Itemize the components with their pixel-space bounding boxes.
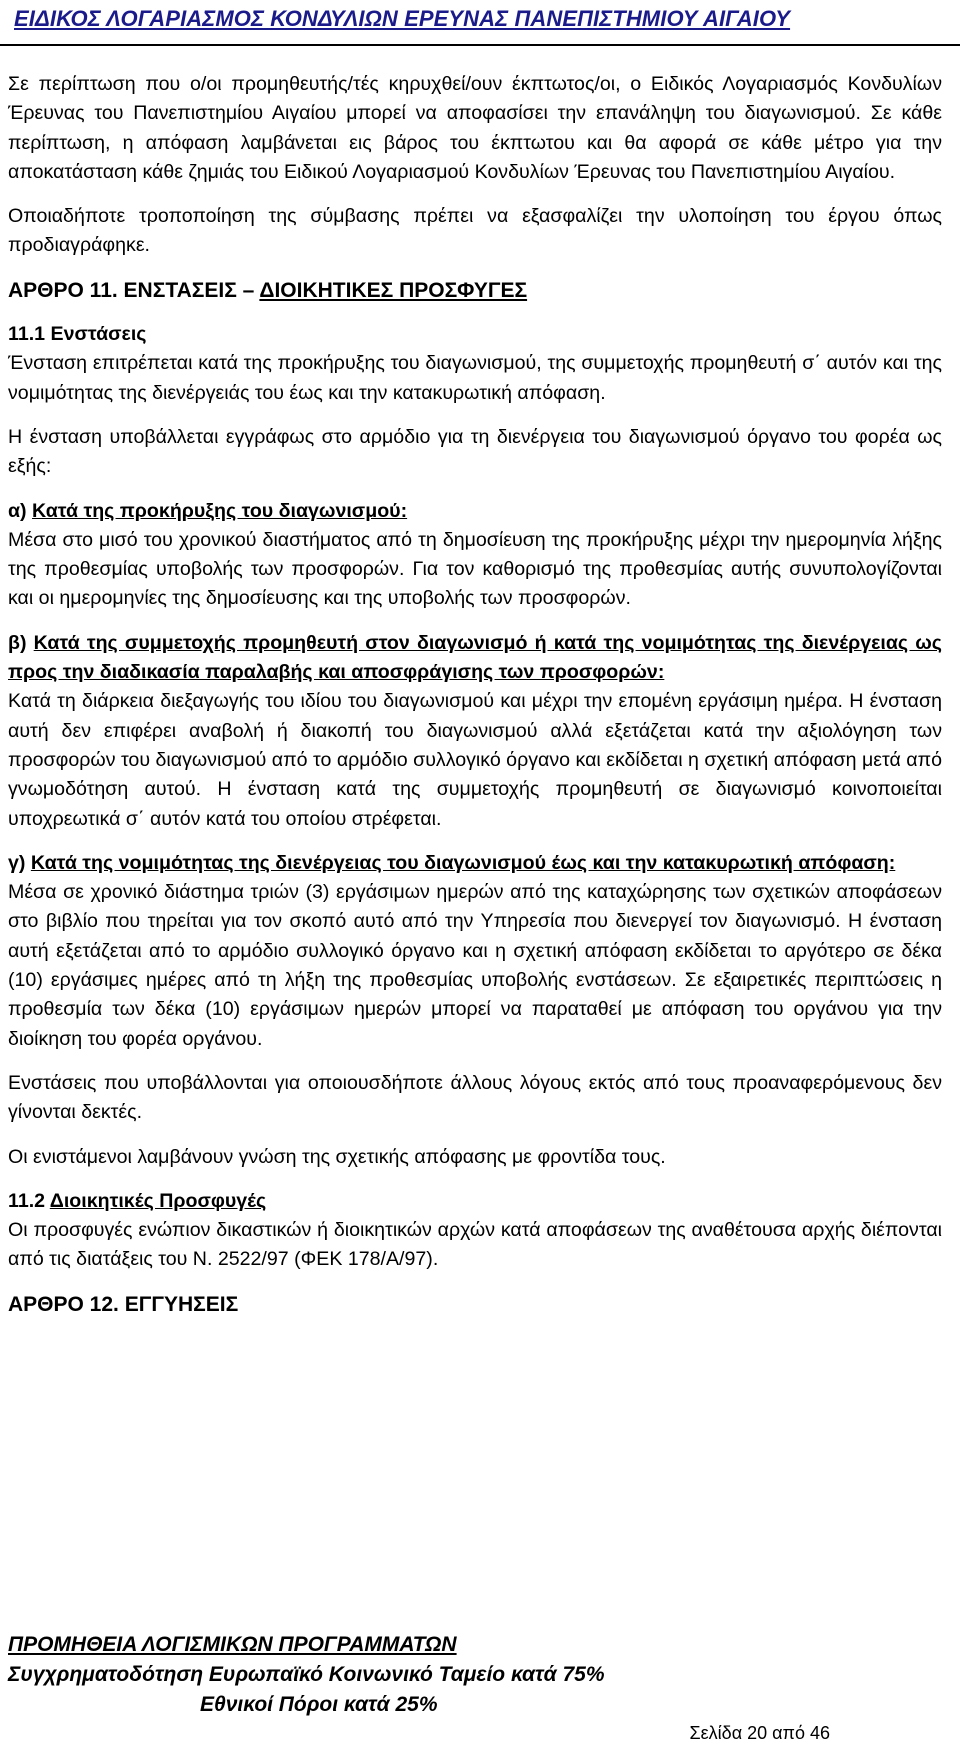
section-11-1-title: 11.1 Ενστάσεις: [8, 323, 147, 346]
item-a-heading: [8, 497, 942, 526]
section-11-2-number: 11.2: [8, 1189, 50, 1212]
document-body: [8, 70, 942, 1319]
page-header-title: ΕΙΔΙΚΟΣ ΛΟΓΑΡΙΑΣΜΟΣ ΚΟΝΔΥΛΙΩΝ ΕΡΕΥΝΑΣ ΠΑΝΕΠΙΣΤΗΜΙΟΥ ΑΙΓΑΙΟΥ: [14, 6, 791, 31]
paragraph-objectors-notice: Οι ενιστάμενοι λαμβάνουν γνώση της σχετικής απόφασης με φροντίδα τους.: [8, 1145, 666, 1168]
section-11-2-title: Διοικητικές Προσφυγές: [49, 1189, 267, 1212]
section-11-2-heading: [8, 1187, 942, 1216]
item-a-text: Μέσα στο μισό του χρονικού διαστήματος από τη δημοσίευση της προκήρυξης μέχρι την ημερομηνία λήξης της προθεσμίας υποβολής των προσφορών. Για τον καθορισμό της προθεσμίας αυτής συνυπολογίζονται και οι ημερομηνίες της δημοσίευσης και της υποβολής των προσφορών.: [8, 528, 942, 610]
paragraph-contract-modification: Οποιαδήποτε τροποποίηση της σύμβασης πρέπει να εξασφαλίζει την υλοποίηση του έργου όπως προδιαγράφηκε.: [8, 205, 942, 257]
item-a-title: Κατά της προκήρυξης του διαγωνισμού:: [32, 499, 408, 522]
item-c-heading: [8, 849, 942, 878]
article-11-heading: [8, 276, 942, 305]
footer-page-number: Σελίδα 20 από 46: [689, 1723, 830, 1743]
article-11-heading-underlined: ΔΙΟΙΚΗΤΙΚΕΣ ΠΡΟΣΦΥΓΕΣ: [259, 278, 528, 302]
item-c-title: Κατά της νομιμότητας της διενέργειας του διαγωνισμού έως και την κατακυρωτική απόφαση:: [30, 851, 896, 874]
item-b-label: β): [8, 631, 34, 654]
header-divider: [0, 44, 960, 46]
footer-project-title: ΠΡΟΜΗΘΕΙΑ ΛΟΓΙΣΜΙΚΩΝ ΠΡΟΓΡΑΜΜΑΤΩΝ: [8, 1633, 457, 1656]
paragraph-default-contractor: Σε περίπτωση που ο/οι προμηθευτής/τές κηρυχθεί/ουν έκπτωτος/οι, ο Ειδικός Λογαριασμός Κονδυλίων Έρευνας του Πανεπιστημίου Αιγαίου μπορεί να αποφασίσει την επανάληψη του διαγωνισμού. Σε κάθε περίπτωση, η απόφαση λαμβάνεται εις βάρος του έκπτωτου και θα αφορά σε κάθε μέτρο για την αποκατάσταση κάθε ζημιάς του Ειδικού Λογαριασμού Κονδυλίων Έρευνας του Πανεπιστημίου Αιγαίου.: [8, 73, 942, 183]
item-c-label: γ): [8, 851, 31, 874]
article-12-heading: ΑΡΘΡΟ 12. ΕΓΓΥΗΣΕΙΣ: [8, 1292, 239, 1316]
paragraph-objection-submission: Η ένσταση υποβάλλεται εγγράφως στο αρμόδιο για τη διενέργεια του διαγωνισμού όργανο του φορέα ως εξής:: [8, 425, 942, 478]
article-11-heading-prefix: ΑΡΘΡΟ 11. ΕΝΣΤΑΣΕΙΣ –: [8, 278, 260, 302]
item-b-heading: [8, 629, 942, 688]
footer-funding-esf: Συγχρηματοδότηση Ευρωπαϊκό Κοινωνικό Ταμείο κατά 75%: [8, 1663, 605, 1686]
paragraph-other-objections: Ενστάσεις που υποβάλλονται για οποιουσδήποτε άλλους λόγους εκτός από τους προαναφερόμενους δεν γίνονται δεκτές.: [8, 1071, 942, 1124]
item-b-title: Κατά της συμμετοχής προμηθευτή στον διαγωνισμό ή κατά της νομιμότητας της διενέργειας ως προς την διαδικασία παραλαβής και αποσφράγισης των προσφορών:: [8, 631, 942, 684]
item-b-text: Κατά τη διάρκεια διεξαγωγής του ιδίου του διαγωνισμού και μέχρι την επομένη εργάσιμη ημέρα. Η ένσταση αυτή δεν επιφέρει αναβολή ή διακοπή του διαγωνισμού αλλά εξετάζεται κατά την αξιολόγηση των προσφορών του διαγωνισμού από το αρμόδιο συλλογικό όργανο και εκδίδεται η σχετική απόφαση μετά από γνωμοδότηση αυτού. Η ένσταση κατά της συμμετοχής προμηθευτή σε διαγωνισμό κοινοποιείται υποχρεωτικά σ΄ αυτόν κατά του οποίου στρέφεται.: [8, 690, 942, 830]
section-11-1-text: Ένσταση επιτρέπεται κατά της προκήρυξης του διαγωνισμού, της συμμετοχής προμηθευτή σ΄ αυτόν και της νομιμότητας της διενέργειάς του έως και την κατακυρωτική απόφαση.: [8, 352, 942, 404]
item-a-label: α): [8, 499, 33, 522]
item-c-text: Μέσα σε χρονικό διάστημα τριών (3) εργάσιμων ημερών από της καταχώρησης των σχετικών αποφάσεων στο βιβλίο που τηρείται για τον σκοπό αυτό από την Υπηρεσία που διενεργεί τον διαγωνισμό. Η ένσταση αυτή εξετάζεται από το αρμόδιο συλλογικό όργανο και η σχετική απόφαση εκδίδεται το αργότερο σε δέκα (10) εργάσιμες ημέρες από τη λήξη της προθεσμίας υποβολής ενστάσεων. Σε εξαιρετικές περιπτώσεις η προθεσμία των δέκα (10) εργάσιμων ημερών μπορεί να παραταθεί με απόφαση του οργάνου για την διοίκηση του φορέα οργάνου.: [8, 881, 942, 1050]
footer-funding-national: Εθνικοί Πόροι κατά 25%: [200, 1693, 438, 1716]
section-11-2-text: Οι προσφυγές ενώπιον δικαστικών ή διοικητικών αρχών κατά αποφάσεων της αναθέτουσα αρχής διέπονται από τις διατάξεις του Ν. 2522/97 (ΦΕΚ 178/Α/97).: [8, 1219, 942, 1271]
